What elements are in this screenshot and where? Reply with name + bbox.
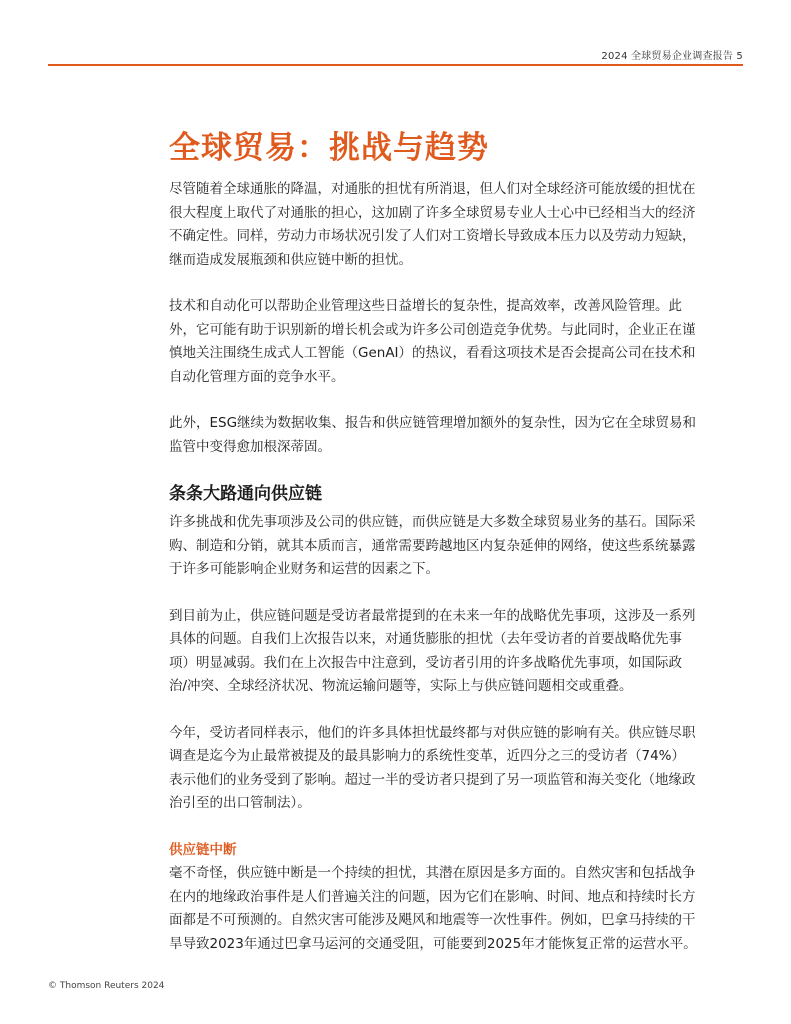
running-header: 2024 全球贸易企业调查报告 5	[601, 51, 743, 62]
section-heading: 条条大路通向供应链	[169, 484, 322, 504]
copyright-footer: © Thomson Reuters 2024	[48, 981, 165, 991]
section-paragraph-1: 许多挑战和优先事项涉及公司的供应链，而供应链是大多数全球贸易业务的基石。国际采购、制造和分销，就其本质而言，通常需要跨越地区内复杂延伸的网络，使这些系统暴露于许多可能影响企业财务和运营的因素之下。	[169, 514, 696, 577]
intro-paragraph-3: 此外，ESG继续为数据收集、报告和供应链管理增加额外的复杂性，因为它在全球贸易和监管中变得愈加根深蒂固。	[169, 415, 697, 455]
page-title: 全球贸易：挑战与趋势	[169, 130, 489, 166]
section-paragraph-2: 到目前为止，供应链问题是受访者最常提到的在未来一年的战略优先事项，这涉及一系列具体的问题。自我们上次报告以来，对通货膨胀的担忧（去年受访者的首要战略优先事项）明显减弱。我们在上次报告中注意到，受访者引用的许多战略优先事项，如国际政治/冲突、全球经济状况、物流运输问题等，实际上与供应链问题相交或重叠。	[169, 607, 696, 694]
section-paragraph-3: 今年，受访者同样表示，他们的许多具体担忧最终都与对供应链的影响有关。供应链尽职调查是迄今为止最常被提及的最具影响力的系统性变革，近四分之三的受访者（74%）表示他们的业务受到了影响。超过一半的受访者只提到了另一项监管和海关变化（地缘政治引至的出口管制法）。	[169, 724, 696, 811]
subsection-paragraph: 毫不奇怪，供应链中断是一个持续的担忧，其潜在原因是多方面的。自然灾害和包括战争在内的地缘政治事件是人们普遍关注的问题，因为它们在影响、时间、地点和持续时长方面都是不可预测的。自然灾害可能涉及飓风和地震等一次性事件。例如，巴拿马持续的干旱导致2023年通过巴拿马运河的交通受阻，可能要到2025年才能恢复正常的运营水平。	[169, 865, 697, 952]
intro-paragraph-1: 尽管随着全球通胀的降温，对通胀的担忧有所消退，但人们对全球经济可能放缓的担忧在很大程度上取代了对通胀的担心，这加剧了许多全球贸易专业人士心中已经相当大的经济不确定性。同样，劳动力市场状况引发了人们对工资增长导致成本压力以及劳动力短缺，继而造成发展瓶颈和供应链中断的担忧。	[169, 181, 696, 268]
header-divider	[48, 64, 743, 66]
body-content	[169, 178, 697, 956]
subsection-heading: 供应链中断	[169, 841, 237, 858]
intro-paragraph-2: 技术和自动化可以帮助企业管理这些日益增长的复杂性，提高效率，改善风险管理。此外，它可能有助于识别新的增长机会或为许多公司创造竞争优势。与此同时，企业正在谨慎地关注围绕生成式人工智能（GenAI）的热议，看看这项技术是否会提高公司在技术和自动化管理方面的竞争水平。	[169, 298, 696, 385]
